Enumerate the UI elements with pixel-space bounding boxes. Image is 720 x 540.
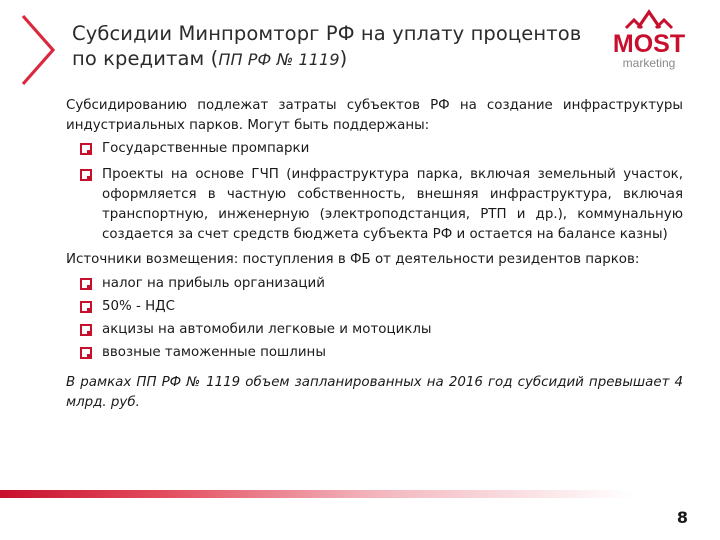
- title-line-2: [72, 46, 592, 72]
- logo-brand-bottom: marketing: [622, 56, 676, 70]
- chevron-decoration-icon: [20, 14, 60, 86]
- slide-number: 8: [676, 508, 688, 527]
- footer-gradient-bar: [0, 490, 720, 498]
- list-item: [66, 139, 683, 159]
- list-item: [66, 320, 683, 340]
- list-item-text: Государственные промпарки: [102, 141, 310, 157]
- list-item-text: акцизы на автомобили легковые и мотоциклы: [102, 322, 432, 338]
- title-line-2-suffix: ): [339, 47, 348, 70]
- logo-brand-top: MOST: [612, 30, 686, 58]
- list-item: [66, 165, 683, 246]
- bullet-square-icon: [80, 324, 92, 336]
- sources-list: [66, 274, 683, 364]
- logo-house-icon: [626, 12, 672, 28]
- list-item-text: ввозные таможенные пошлины: [102, 345, 326, 361]
- most-marketing-logo: [596, 6, 702, 72]
- subsidy-note: В рамках ПП РФ № 1119 объем запланированных на 2016 год субсидий превышает 4 млрд. руб.: [66, 375, 683, 411]
- sources-heading: Источники возмещения: поступления в ФБ от деятельности резидентов парков:: [66, 252, 640, 268]
- intro-paragraph: Субсидированию подлежат затраты субъектов РФ на создание инфраструктуры индустриальных парков. Могут быть поддержаны:: [66, 98, 683, 134]
- title-line-2-prefix: по кредитам (: [72, 47, 219, 70]
- slide-content: [66, 96, 683, 413]
- bullet-square-icon: [80, 278, 92, 290]
- list-item-text: 50% - НДС: [102, 298, 175, 314]
- title-line-1: Субсидии Минпромторг РФ на уплату процентов: [72, 22, 582, 45]
- supported-list: [66, 139, 683, 245]
- list-item-text: Проекты на основе ГЧП (инфраструктура парка, включая земельный участок, оформляется в частную собственность, внешняя инфраструктура, включая транспортную, инженерную (электроподстанция, РТП и др.), коммунальную создается за счет средств бюджета субъекта РФ и остается на балансе казны): [102, 166, 683, 243]
- bullet-square-icon: [80, 301, 92, 313]
- list-item: [66, 343, 683, 363]
- bullet-square-icon: [80, 143, 92, 155]
- list-item: [66, 297, 683, 317]
- list-item: [66, 274, 683, 294]
- list-item-text: налог на прибыль организаций: [102, 275, 325, 291]
- page-title: [72, 21, 592, 72]
- bullet-square-icon: [80, 169, 92, 181]
- bullet-square-icon: [80, 347, 92, 359]
- title-line-2-italic: ПП РФ № 1119: [218, 50, 340, 69]
